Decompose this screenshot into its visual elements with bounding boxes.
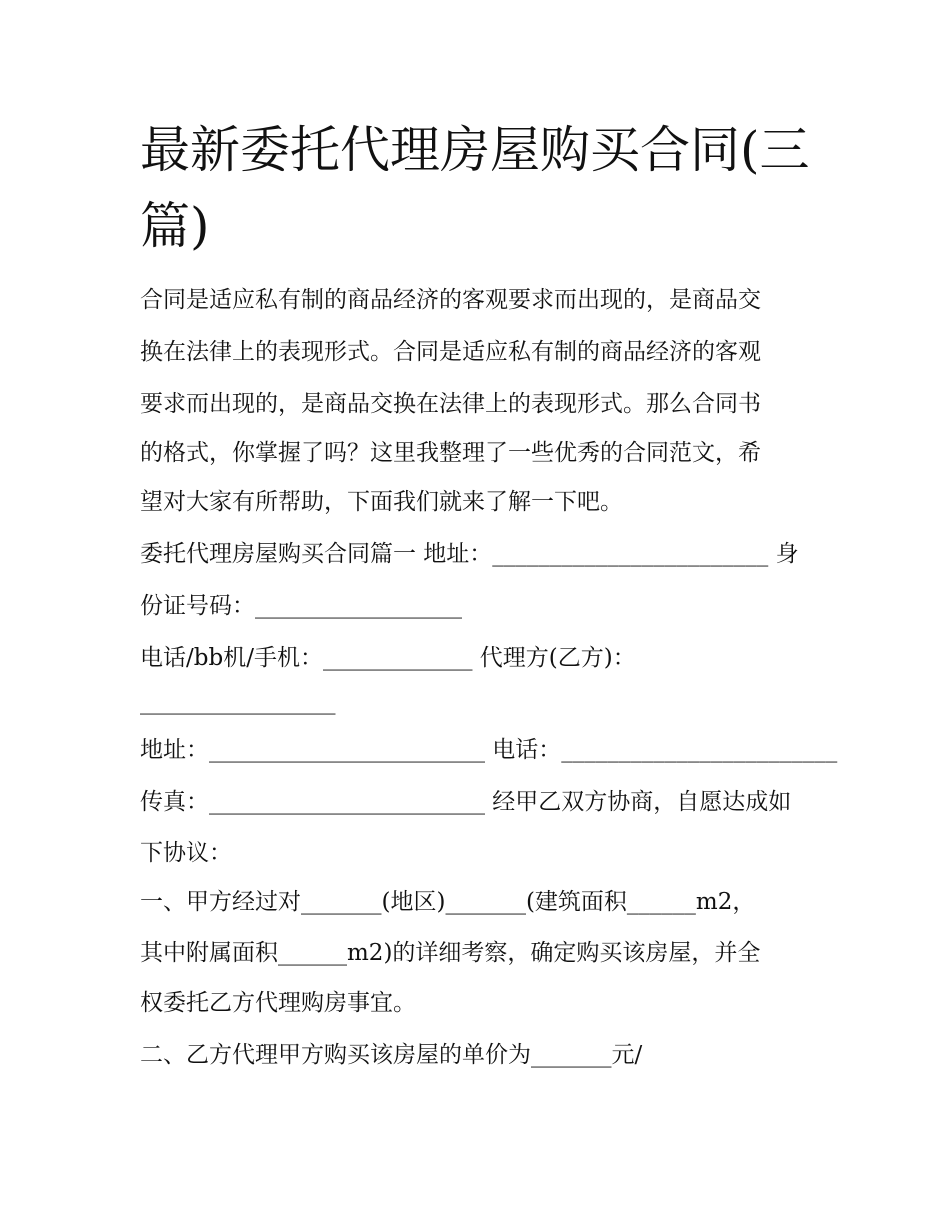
clause-1-line-2: 其中附属面积______m2)的详细考察，确定购买该房屋，并全: [140, 940, 761, 966]
address-phone-line: 地址：________________________ 电话：________________________: [140, 737, 838, 763]
intro-line-4: 的格式，你掌握了吗？这里我整理了一些优秀的合同范文，希: [140, 440, 761, 466]
document-title: 最新委托代理房屋购买合同(三篇): [140, 121, 810, 255]
clause-1-line-1: 一、甲方经过对_______(地区)_______(建筑面积______m2，: [140, 889, 756, 915]
clause-1-line-3: 权委托乙方代理购房事宜。: [140, 990, 416, 1016]
intro-line-5: 望对大家有所帮助，下面我们就来了解一下吧。: [140, 489, 623, 515]
intro-line-2: 换在法律上的表现形式。合同是适应私有制的商品经济的客观: [140, 339, 761, 365]
intro-line-1: 合同是适应私有制的商品经济的客观要求而出现的，是商品交: [140, 287, 761, 313]
contract-header-line: 委托代理房屋购买合同篇一 地址：________________________ 身: [140, 541, 799, 567]
phone-agent-line: 电话/bb机/手机：_____________ 代理方(乙方)：: [140, 645, 636, 671]
clause-2-line-1: 二、乙方代理甲方购买该房屋的单价为_______元/: [140, 1042, 643, 1068]
agreement-line: 下协议：: [140, 840, 232, 866]
intro-line-3: 要求而出现的，是商品交换在法律上的表现形式。那么合同书: [140, 391, 761, 417]
fax-line: 传真：________________________ 经甲乙双方协商，自愿达成如: [140, 789, 792, 815]
id-number-line: 份证号码：__________________: [140, 593, 462, 619]
agent-blank-line: _________________: [140, 689, 336, 715]
